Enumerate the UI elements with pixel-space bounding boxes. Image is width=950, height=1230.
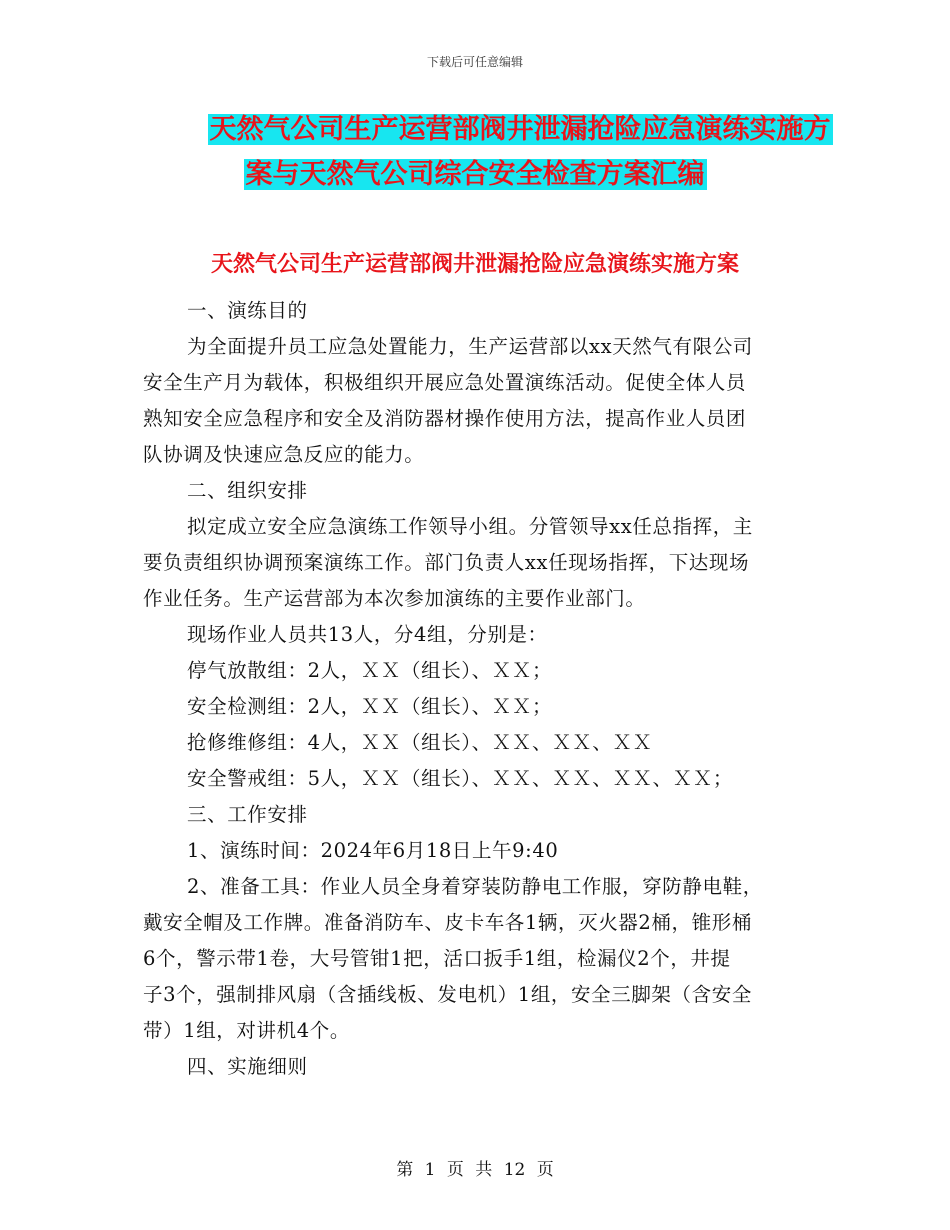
paragraph-line: 作业任务。生产运营部为本次参加演练的主要作业部门。 bbox=[143, 587, 646, 610]
section-title: 天然气公司生产运营部阀井泄漏抢险应急演练实施方案 bbox=[210, 251, 739, 277]
heading-organization: 二、组织安排 bbox=[187, 479, 308, 502]
header-note: 下载后可任意编辑 bbox=[426, 55, 523, 69]
paragraph-line: 拟定成立安全应急演练工作领导小组。分管领导xx任总指挥，主 bbox=[187, 515, 753, 538]
document-body bbox=[143, 293, 809, 1085]
document-title-line-2: 案与天然气公司综合安全检查方案汇编 bbox=[245, 159, 705, 190]
paragraph-line: 2、准备工具：作业人员全身着穿装防静电工作服，穿防静电鞋， bbox=[187, 875, 763, 898]
staff-summary: 现场作业人员共13人，分4组，分别是： bbox=[187, 623, 548, 646]
heading-work-arrangement: 三、工作安排 bbox=[187, 803, 308, 826]
paragraph-line: 要负责组织协调预案演练工作。部门负责人xx任现场指挥，下达现场 bbox=[143, 551, 750, 574]
paragraph-line: 安全生产月为载体，积极组织开展应急处置演练活动。促使全体人员 bbox=[143, 371, 747, 394]
page-footer: 第 1 页 共 12 页 bbox=[396, 1160, 554, 1180]
group-item: 停气放散组：2人，ＸＸ（组长）、ＸＸ； bbox=[187, 659, 553, 682]
paragraph-line: 队协调及快速应急反应的能力。 bbox=[143, 443, 425, 466]
paragraph-line: 戴安全帽及工作牌。准备消防车、皮卡车各1辆，灭火器2桶，锥形桶 bbox=[143, 911, 752, 934]
paragraph-line: 熟知安全应急程序和安全及消防器材操作使用方法，提高作业人员团 bbox=[143, 407, 747, 430]
group-item: 抢修维修组：4人，ＸＸ（组长）、ＸＸ、ＸＸ、ＸＸ bbox=[187, 731, 653, 754]
document-title-line-1: 天然气公司生产运营部阀井泄漏抢险应急演练实施方 bbox=[209, 114, 831, 145]
heading-drill-purpose: 一、演练目的 bbox=[187, 299, 308, 322]
paragraph-line: 为全面提升员工应急处置能力，生产运营部以xx天然气有限公司 bbox=[187, 335, 753, 358]
drill-time: 1、演练时间：2024年6月18日上午9:40 bbox=[187, 839, 559, 862]
heading-implementation: 四、实施细则 bbox=[187, 1055, 308, 1078]
paragraph-line: 子3个，强制排风扇（含插线板、发电机）1组，安全三脚架（含安全 bbox=[143, 983, 752, 1006]
group-item: 安全警戒组：5人，ＸＸ（组长）、ＸＸ、ＸＸ、ＸＸ、ＸＸ； bbox=[187, 767, 733, 790]
paragraph-line: 带）1组，对讲机4个。 bbox=[143, 1019, 350, 1042]
group-item: 安全检测组：2人，ＸＸ（组长）、ＸＸ； bbox=[187, 695, 553, 718]
paragraph-line: 6个，警示带1卷，大号管钳1把，活口扳手1组，检漏仪2个，井提 bbox=[143, 947, 731, 970]
